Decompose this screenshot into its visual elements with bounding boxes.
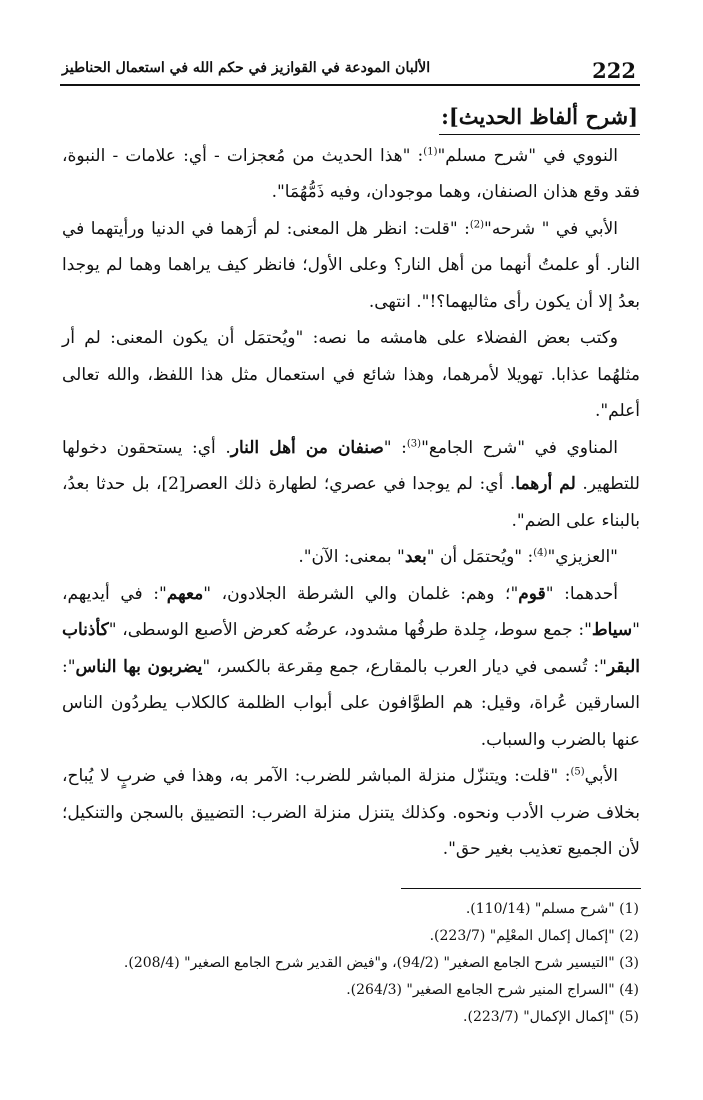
bold-term: بعد [404,547,427,567]
bold-term: صنفان من أهل النار [230,437,384,458]
paragraph-text: ": السارقين عُراة، وقيل: هم الطوَّافون على أبواب الظلمة كالكلاب يطردُون الناس عنها بالضرب والسباب. [62,656,640,750]
bold-term: معهم [166,583,204,604]
paragraph-text: "؛ وهم: غلمان والي الشرطة الجلادون، " [203,583,519,604]
footnote-ref: (3) [406,437,422,449]
footnote-1: (1) "شرح مسلم" (110/14). [465,901,639,917]
bold-term: قوم [518,583,546,604]
paragraph-text: . أي: يستحقون دخولها للتطهير. [62,437,640,494]
paragraph-text: ": جمع سوط، جِلدة طرفُها مشدود، عرضُه كعرض الأصبع الوسطى، " [108,620,592,640]
paragraph-nawawi [62,138,640,211]
bold-term: كأذناب البقر [62,620,640,677]
header-rule [60,84,640,86]
paragraph-text: وكتب بعض الفضلاء على هامشه ما نصه: "ويُحتمَل أن يكون المعنى: لم أر مثلهُما عذابا. تهويلا لأمرهما، وهذا شائع في استعمال مثل هذا اللفظ، والله تعالى أعلم". [62,328,640,421]
footnote-2: (2) "إكمال إكمال المعْلِم" (223/7). [429,928,639,944]
paragraph-text: . أي: لم يوجدا في عصري؛ لطهارة ذلك العصر[2]، بل حدثا بعدُ، بالبناء على الضم". [62,474,640,531]
paragraph-munawi [62,430,640,540]
section-heading-wrap [62,100,640,138]
footnote-ref: (5) [570,766,585,778]
paragraph-azizi [62,539,640,576]
footnotes [119,896,639,1031]
page-number: 222 [592,58,636,83]
paragraph-margin-note [62,320,640,430]
paragraph-text: : "ويُحتمَل أن " [426,547,534,567]
paragraph-text: الأبي [584,766,618,786]
footnote-3: (3) "التيسير شرح الجامع الصغير" (94/2)، و"فيض القدير شرح الجامع الصغير" (208/4). [123,955,639,971]
footnote-4: (4) "السراج المنير شرح الجامع الصغير" (264/3). [346,982,639,998]
main-text [62,100,640,868]
paragraph-text: النووي في "شرح مسلم" [437,145,618,166]
paragraph-text: : "قلت: انظر هل المعنى: لم أرَهما في الدنيا ورأيتهما في النار. أو علمتُ أنهما من أهل النار؟ وعلى الأول؛ فانظر كيف يراهما وهما لم يوجدا بعدُ إلا أن يكون رأى مثاليهما؟!". انتهى. [62,218,640,312]
paragraph-text: : "قلت: ويتنزّل منزلة المباشر للضرب: الآمر به، وهذا في ضربٍ لا يُباح، بخلاف ضرب الأدب ونحوه. وكذلك يتنزل منزلة الضرب: التضييق بالسجن والتنكيل؛ لأن الجميع تعذيب بغير حق". [62,766,640,859]
paragraph-ubbi-2 [62,758,640,868]
paragraph-text: "العزيزي" [547,547,618,567]
paragraph-text: " بمعنى: الآن". [298,547,405,567]
paragraph-text: أحدهما: " [545,583,618,604]
paragraph-text: ": تُسمى في ديار العرب بالمقارع، جمع مِقرعة بالكسر، " [202,656,607,677]
section-heading: [شرح ألفاظ الحديث]: [439,100,640,135]
footnote-rule [401,888,641,889]
footnote-ref: (2) [469,218,485,230]
paragraph-text: الأبي في " شرحه" [484,218,619,239]
bold-term: سياط [591,620,633,640]
footnote-5: (5) "إكمال الإكمال" (223/7). [463,1009,639,1025]
footnote-ref: (1) [423,145,438,157]
paragraph-ubbi [62,211,640,321]
bold-term: لم أرهما [515,474,576,494]
paragraph-text: المناوي في "شرح الجامع" [421,437,618,458]
running-title: الألبان المودعة في القوازيز في حكم الله في استعمال الحناطيز [62,60,431,76]
paragraph-text: : " [383,437,407,458]
paragraph-explanation [62,576,640,759]
footnote-ref: (4) [533,547,548,559]
page-header [60,52,640,86]
bold-term: يضربون بها الناس [75,656,203,677]
paragraph-text: : "هذا الحديث من مُعجزات - أي: علامات - النبوة، فقد وقع هذان الصنفان، وهما موجودان، وفيه ذَمُّهُمَا". [62,145,640,202]
paragraph-text: ": في أيديهم، " [62,583,640,640]
